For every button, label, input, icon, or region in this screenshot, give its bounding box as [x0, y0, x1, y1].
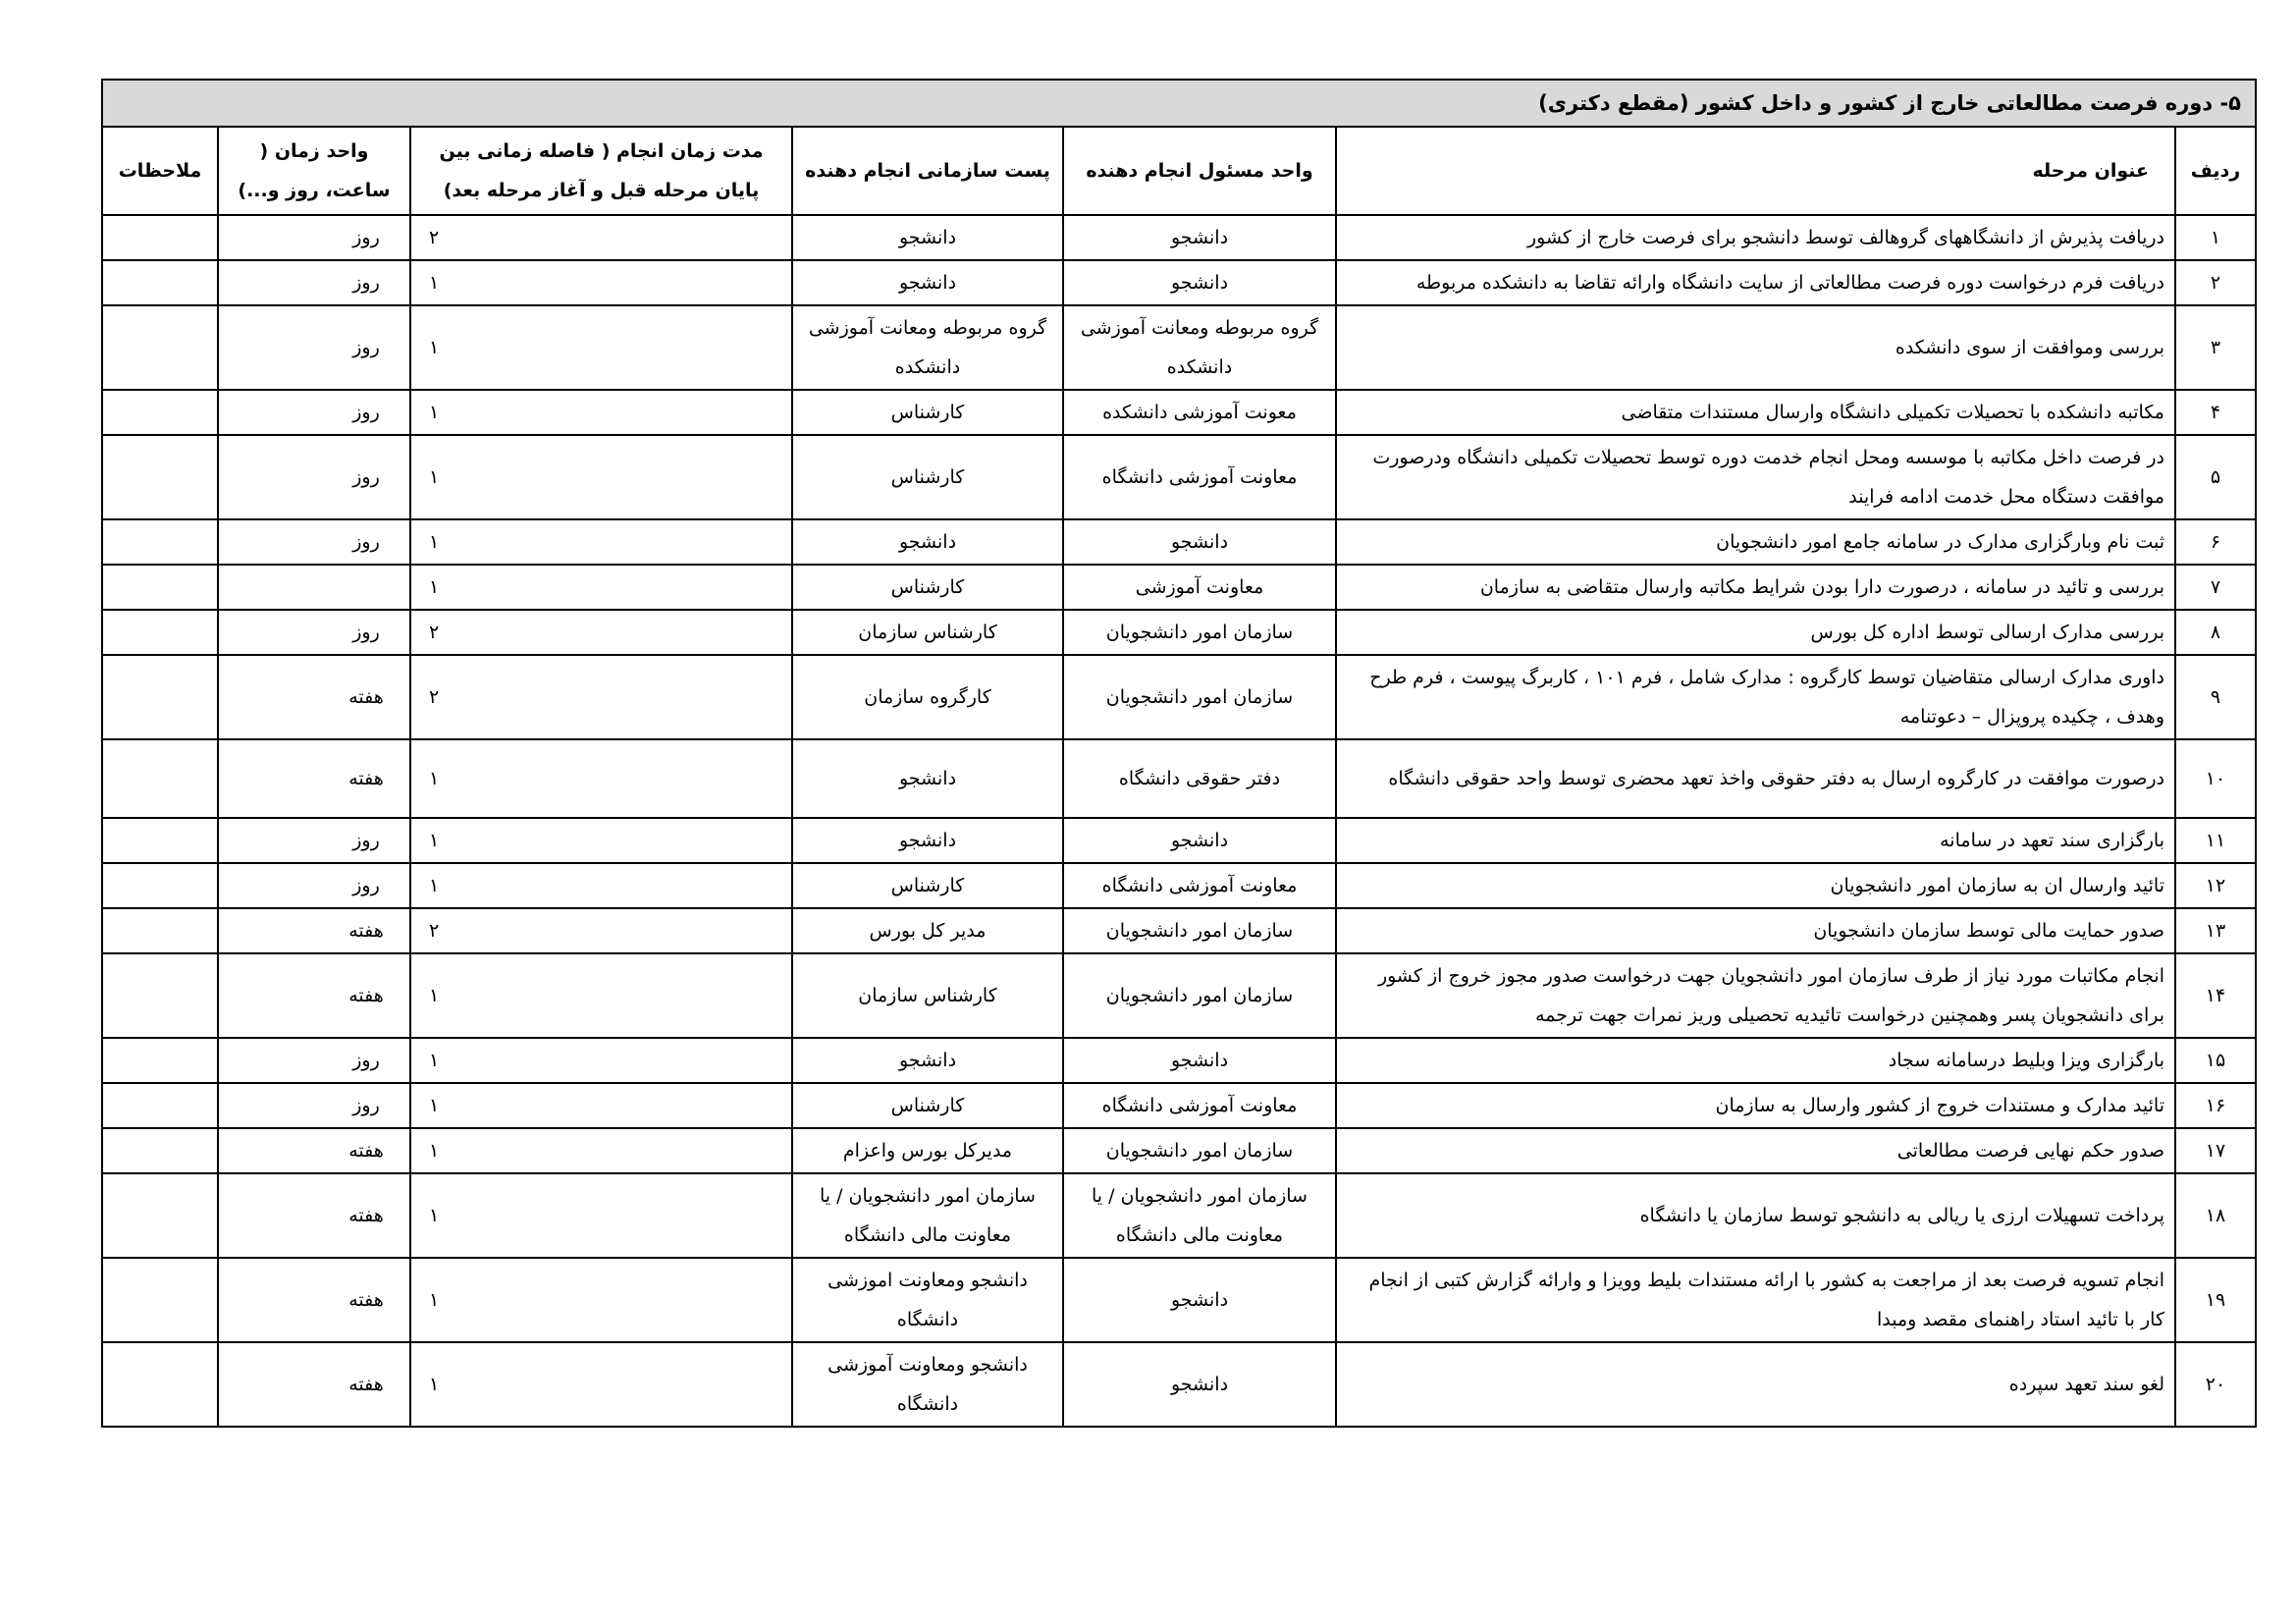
time-unit-cell — [218, 655, 410, 739]
notes-cell — [102, 1083, 218, 1128]
responsible-unit-cell: معاونت آموزشی — [1063, 565, 1336, 610]
notes-cell — [102, 1342, 218, 1427]
time-unit-cell-value: روز — [352, 1050, 380, 1071]
row-number-cell: ۸ — [2175, 610, 2256, 655]
notes-cell — [102, 610, 218, 655]
time-unit-cell — [218, 610, 410, 655]
notes-cell — [102, 655, 218, 739]
responsible-unit-cell: سازمان امور دانشجویان — [1063, 610, 1336, 655]
time-unit-cell-value: روز — [352, 402, 380, 423]
responsible-unit-cell: دفتر حقوقی دانشگاه — [1063, 739, 1336, 818]
responsible-unit-cell: سازمان امور دانشجویان — [1063, 655, 1336, 739]
time-unit-cell-value: روز — [352, 272, 380, 294]
header-stage-title: عنوان مرحله — [1336, 127, 2175, 215]
stage-title-cell: پرداخت تسهیلات ارزی یا ریالی به دانشجو توسط سازمان یا دانشگاه — [1336, 1173, 2175, 1258]
time-unit-cell-value: هفته — [348, 1374, 384, 1395]
org-post-cell: کارشناس سازمان — [792, 953, 1063, 1038]
responsible-unit-cell: دانشجو — [1063, 818, 1336, 863]
org-post-cell: کارشناس — [792, 435, 1063, 519]
duration-cell-value: ۲ — [429, 920, 440, 942]
time-unit-cell — [218, 1038, 410, 1083]
duration-cell-value: ۱ — [429, 1374, 440, 1395]
org-post-cell: کارگروه سازمان — [792, 655, 1063, 739]
table-row — [102, 1038, 2256, 1083]
org-post-cell: دانشجو ومعاونت اموزشی دانشگاه — [792, 1258, 1063, 1342]
responsible-unit-cell: دانشجو — [1063, 260, 1336, 305]
table-row — [102, 390, 2256, 435]
table-row — [102, 655, 2256, 739]
row-number-cell: ۱ — [2175, 215, 2256, 260]
row-number-cell: ۱۱ — [2175, 818, 2256, 863]
org-post-cell: مدیر کل بورس — [792, 908, 1063, 953]
table-row — [102, 863, 2256, 908]
notes-cell — [102, 1038, 218, 1083]
header-row-number: ردیف — [2175, 127, 2256, 215]
time-unit-cell-value: روز — [352, 337, 380, 358]
table-row — [102, 215, 2256, 260]
time-unit-cell — [218, 908, 410, 953]
duration-cell-value: ۱ — [429, 272, 440, 294]
stage-title-cell: بارگزاری ویزا وبلیط درسامانه سجاد — [1336, 1038, 2175, 1083]
duration-cell-value: ۱ — [429, 337, 440, 358]
duration-cell-value: ۱ — [429, 830, 440, 851]
time-unit-cell-value: هفته — [348, 1205, 384, 1226]
duration-cell-value: ۱ — [429, 1289, 440, 1311]
row-number-cell: ۶ — [2175, 519, 2256, 565]
stage-title-cell: بررسی و تائید در سامانه ، درصورت دارا بودن شرایط مکاتبه وارسال متقاضی به سازمان — [1336, 565, 2175, 610]
document-sheet — [101, 79, 2255, 1428]
table-row — [102, 519, 2256, 565]
table-row — [102, 1173, 2256, 1258]
notes-cell — [102, 1128, 218, 1173]
stage-title-cell: صدور حمایت مالی توسط سازمان دانشجویان — [1336, 908, 2175, 953]
table-row — [102, 565, 2256, 610]
responsible-unit-cell: دانشجو — [1063, 1038, 1336, 1083]
stage-title-cell: بررسی مدارک ارسالی توسط اداره کل بورس — [1336, 610, 2175, 655]
table-row — [102, 953, 2256, 1038]
stage-title-cell: بررسی وموافقت از سوی دانشکده — [1336, 305, 2175, 390]
table-row — [102, 1083, 2256, 1128]
notes-cell — [102, 908, 218, 953]
header-row — [102, 127, 2256, 215]
notes-cell — [102, 390, 218, 435]
responsible-unit-cell: سازمان امور دانشجویان / یا معاونت مالی دانشگاه — [1063, 1173, 1336, 1258]
time-unit-cell — [218, 305, 410, 390]
duration-cell-value: ۱ — [429, 768, 440, 789]
duration-cell-value: ۱ — [429, 402, 440, 423]
responsible-unit-cell: گروه مربوطه ومعانت آموزشی دانشکده — [1063, 305, 1336, 390]
duration-cell-value: ۱ — [429, 1140, 440, 1162]
row-number-cell: ۷ — [2175, 565, 2256, 610]
table-row — [102, 1342, 2256, 1427]
stage-title-cell: انجام تسویه فرصت بعد از مراجعت به کشور با ارائه مستندات بلیط وویزا و وارائه گزارش کتبی از انجام کار با تائید استاد راهنمای مقصد ومبدا — [1336, 1258, 2175, 1342]
notes-cell — [102, 305, 218, 390]
time-unit-cell — [218, 1083, 410, 1128]
duration-cell — [410, 519, 792, 565]
org-post-cell: دانشجو — [792, 818, 1063, 863]
duration-cell-value: ۱ — [429, 985, 440, 1006]
time-unit-cell — [218, 215, 410, 260]
time-unit-cell — [218, 519, 410, 565]
time-unit-cell — [218, 565, 410, 610]
time-unit-cell-value: هفته — [348, 920, 384, 942]
duration-cell-value: ۱ — [429, 1050, 440, 1071]
time-unit-cell-value: روز — [352, 875, 380, 896]
time-unit-cell-value: روز — [352, 227, 380, 248]
time-unit-cell — [218, 435, 410, 519]
row-number-cell: ۱۰ — [2175, 739, 2256, 818]
table-row — [102, 1258, 2256, 1342]
stage-title-cell: صدور حکم نهایی فرصت مطالعاتی — [1336, 1128, 2175, 1173]
duration-cell — [410, 1083, 792, 1128]
responsible-unit-cell: معاونت آموزشی دانشگاه — [1063, 1083, 1336, 1128]
duration-cell — [410, 1038, 792, 1083]
stage-title-cell: بارگزاری سند تعهد در سامانه — [1336, 818, 2175, 863]
stage-title-cell: دریافت پذیرش از دانشگاههای گروهالف توسط دانشجو برای فرصت خارج از کشور — [1336, 215, 2175, 260]
notes-cell — [102, 215, 218, 260]
time-unit-cell-value: هفته — [348, 985, 384, 1006]
org-post-cell: دانشجو ومعاونت آموزشی دانشگاه — [792, 1342, 1063, 1427]
time-unit-cell — [218, 260, 410, 305]
time-unit-cell-value: روز — [352, 531, 380, 553]
time-unit-cell-value: روز — [352, 830, 380, 851]
responsible-unit-cell: معاونت آموزشی دانشگاه — [1063, 435, 1336, 519]
org-post-cell: سازمان امور دانشجویان / یا معاونت مالی دانشگاه — [792, 1173, 1063, 1258]
org-post-cell: دانشجو — [792, 215, 1063, 260]
duration-cell — [410, 305, 792, 390]
responsible-unit-cell: دانشجو — [1063, 1342, 1336, 1427]
row-number-cell: ۹ — [2175, 655, 2256, 739]
org-post-cell: کارشناس — [792, 565, 1063, 610]
time-unit-cell — [218, 390, 410, 435]
time-unit-cell — [218, 953, 410, 1038]
stage-title-cell: ثبت نام وبارگزاری مدارک در سامانه جامع امور دانشجویان — [1336, 519, 2175, 565]
notes-cell — [102, 739, 218, 818]
time-unit-cell — [218, 1173, 410, 1258]
time-unit-cell — [218, 1128, 410, 1173]
duration-cell — [410, 565, 792, 610]
duration-cell-value: ۲ — [429, 686, 440, 708]
duration-cell — [410, 1173, 792, 1258]
row-number-cell: ۲۰ — [2175, 1342, 2256, 1427]
org-post-cell: دانشجو — [792, 1038, 1063, 1083]
row-number-cell: ۳ — [2175, 305, 2256, 390]
header-responsible-unit: واحد مسئول انجام دهنده — [1063, 127, 1336, 215]
table-row — [102, 305, 2256, 390]
duration-cell — [410, 1128, 792, 1173]
row-number-cell: ۱۷ — [2175, 1128, 2256, 1173]
notes-cell — [102, 863, 218, 908]
procedure-table — [101, 79, 2257, 1428]
notes-cell — [102, 953, 218, 1038]
responsible-unit-cell: معاونت آموزشی دانشگاه — [1063, 863, 1336, 908]
time-unit-cell-value: روز — [352, 622, 380, 643]
stage-title-cell: داوری مدارک ارسالی متقاضیان توسط کارگروه : مدارک شامل ، فرم ۱۰۱ ، کاربرگ پیوست ، فرم طرح وهدف ، چکیده پروپزال – دعوتنامه — [1336, 655, 2175, 739]
row-number-cell: ۴ — [2175, 390, 2256, 435]
table-row — [102, 908, 2256, 953]
table-row — [102, 818, 2256, 863]
stage-title-cell: در فرصت داخل مکاتبه با موسسه ومحل انجام خدمت دوره توسط تحصیلات تکمیلی دانشگاه ودرصورت موافقت دستگاه محل خدمت ادامه فرایند — [1336, 435, 2175, 519]
time-unit-cell-value: روز — [352, 1095, 380, 1116]
table-row — [102, 435, 2256, 519]
time-unit-cell-value: روز — [352, 466, 380, 488]
table-row — [102, 610, 2256, 655]
duration-cell-value: ۱ — [429, 1095, 440, 1116]
org-post-cell: مدیرکل بورس واعزام — [792, 1128, 1063, 1173]
duration-cell-value: ۲ — [429, 622, 440, 643]
duration-cell — [410, 739, 792, 818]
duration-cell — [410, 1258, 792, 1342]
duration-cell — [410, 610, 792, 655]
duration-cell — [410, 953, 792, 1038]
stage-title-cell: انجام مکاتبات مورد نیاز از طرف سازمان امور دانشجویان جهت درخواست صدور مجوز خروج از کشور برای دانشجویان پسر وهمچنین درخواست تائیدیه تحصیلی وریز نمرات جهت ترجمه — [1336, 953, 2175, 1038]
table-title: ۵- دوره فرصت مطالعاتی خارج از کشور و داخل کشور (مقطع دکتری) — [102, 80, 2256, 127]
time-unit-cell — [218, 739, 410, 818]
notes-cell — [102, 519, 218, 565]
duration-cell — [410, 260, 792, 305]
table-body — [102, 80, 2256, 1427]
responsible-unit-cell: دانشجو — [1063, 1258, 1336, 1342]
row-number-cell: ۵ — [2175, 435, 2256, 519]
stage-title-cell: مکاتبه دانشکده با تحصیلات تکمیلی دانشگاه وارسال مستندات متقاضی — [1336, 390, 2175, 435]
responsible-unit-cell: دانشجو — [1063, 215, 1336, 260]
notes-cell — [102, 260, 218, 305]
row-number-cell: ۲ — [2175, 260, 2256, 305]
header-notes: ملاحظات — [102, 127, 218, 215]
duration-cell-value: ۱ — [429, 466, 440, 488]
duration-cell-value: ۱ — [429, 576, 440, 598]
table-title-row — [102, 80, 2256, 127]
org-post-cell: کارشناس — [792, 390, 1063, 435]
time-unit-cell-value: هفته — [348, 1289, 384, 1311]
stage-title-cell: دریافت فرم درخواست دوره فرصت مطالعاتی از سایت دانشگاه وارائه تقاضا به دانشکده مربوطه — [1336, 260, 2175, 305]
row-number-cell: ۱۴ — [2175, 953, 2256, 1038]
responsible-unit-cell: دانشجو — [1063, 519, 1336, 565]
stage-title-cell: تائید وارسال ان به سازمان امور دانشجویان — [1336, 863, 2175, 908]
notes-cell — [102, 818, 218, 863]
table-row — [102, 1128, 2256, 1173]
org-post-cell: دانشجو — [792, 739, 1063, 818]
duration-cell-value: ۱ — [429, 1205, 440, 1226]
stage-title-cell: درصورت موافقت در کارگروه ارسال به دفتر حقوقی واخذ تعهد محضری توسط واحد حقوقی دانشگاه — [1336, 739, 2175, 818]
notes-cell — [102, 565, 218, 610]
org-post-cell: کارشناس — [792, 863, 1063, 908]
duration-cell — [410, 655, 792, 739]
header-org-post: پست سازمانی انجام دهنده — [792, 127, 1063, 215]
stage-title-cell: تائید مدارک و مستندات خروج از کشور وارسال به سازمان — [1336, 1083, 2175, 1128]
time-unit-cell-value: هفته — [348, 1140, 384, 1162]
time-unit-cell-value: هفته — [348, 686, 384, 708]
row-number-cell: ۱۹ — [2175, 1258, 2256, 1342]
time-unit-cell-value: هفته — [348, 768, 384, 789]
duration-cell-value: ۲ — [429, 227, 440, 248]
time-unit-cell — [218, 1258, 410, 1342]
responsible-unit-cell: سازمان امور دانشجویان — [1063, 908, 1336, 953]
duration-cell — [410, 818, 792, 863]
responsible-unit-cell: سازمان امور دانشجویان — [1063, 1128, 1336, 1173]
duration-cell — [410, 435, 792, 519]
org-post-cell: کارشناس — [792, 1083, 1063, 1128]
org-post-cell: دانشجو — [792, 260, 1063, 305]
table-row — [102, 739, 2256, 818]
duration-cell — [410, 215, 792, 260]
row-number-cell: ۱۳ — [2175, 908, 2256, 953]
notes-cell — [102, 435, 218, 519]
row-number-cell: ۱۲ — [2175, 863, 2256, 908]
header-duration: مدت زمان انجام ( فاصله زمانی بین پایان مرحله قبل و آغاز مرحله بعد) — [410, 127, 792, 215]
responsible-unit-cell: معونت آموزشی دانشکده — [1063, 390, 1336, 435]
time-unit-cell — [218, 863, 410, 908]
duration-cell — [410, 390, 792, 435]
org-post-cell: گروه مربوطه ومعانت آموزشی دانشکده — [792, 305, 1063, 390]
row-number-cell: ۱۸ — [2175, 1173, 2256, 1258]
table-row — [102, 260, 2256, 305]
duration-cell-value: ۱ — [429, 531, 440, 553]
duration-cell — [410, 863, 792, 908]
org-post-cell: کارشناس سازمان — [792, 610, 1063, 655]
notes-cell — [102, 1258, 218, 1342]
responsible-unit-cell: سازمان امور دانشجویان — [1063, 953, 1336, 1038]
duration-cell-value: ۱ — [429, 875, 440, 896]
stage-title-cell: لغو سند تعهد سپرده — [1336, 1342, 2175, 1427]
duration-cell — [410, 908, 792, 953]
header-time-unit: واحد زمان ( ساعت، روز و...) — [218, 127, 410, 215]
time-unit-cell — [218, 1342, 410, 1427]
row-number-cell: ۱۵ — [2175, 1038, 2256, 1083]
notes-cell — [102, 1173, 218, 1258]
duration-cell — [410, 1342, 792, 1427]
org-post-cell: دانشجو — [792, 519, 1063, 565]
row-number-cell: ۱۶ — [2175, 1083, 2256, 1128]
time-unit-cell — [218, 818, 410, 863]
